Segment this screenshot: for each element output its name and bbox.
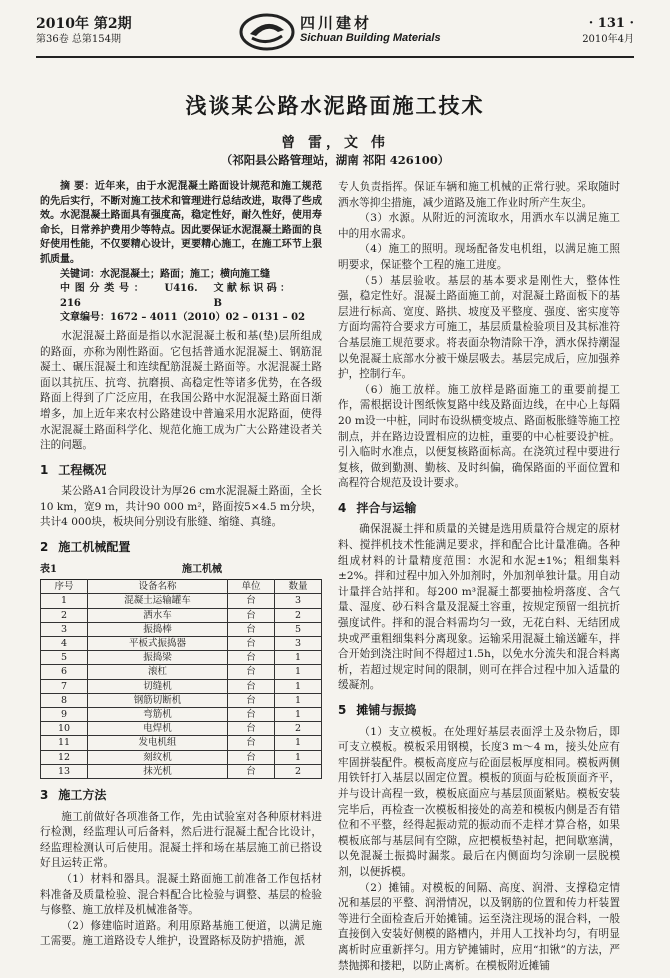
table-row (41, 679, 322, 693)
section-3-item-2: （2）修建临时道路。利用原路基施工便道，以满足施工需要。施工道路设专人维护，设置路标及防护措施，派 (40, 919, 322, 948)
table-cell: 5 (41, 651, 88, 665)
section-3-item-1: （1）材料和器具。混凝土路面施工前准备工作包括材料准备及质量检验、混合料配合比检验与调整、基层的检验与修整、施工放样及机械准备等。 (40, 873, 322, 917)
table-cell: 台 (227, 622, 274, 636)
table-row (41, 594, 322, 608)
table-cell: 台 (227, 764, 274, 778)
table-cell: 发电机组 (88, 736, 228, 750)
keywords: 水泥混凝土；路面；施工；横向施工缝 (100, 268, 270, 280)
section-heading-5: 5 摊铺与振捣 (338, 703, 417, 717)
article-affiliation: （祁阳县公路管理站，湖南 祁阳 426100） (220, 153, 450, 167)
table-cell: 3 (41, 622, 88, 636)
doc-code: B (213, 297, 222, 309)
doc-code-label: 文献标识码： (213, 283, 290, 295)
table-cell: 4 (41, 637, 88, 651)
article-number-label: 文章编号： (60, 312, 110, 324)
machinery-table (40, 579, 322, 779)
table-cell: 台 (227, 693, 274, 707)
keywords-label: 关键词： (60, 268, 100, 280)
journal-brand: 四川建材 (300, 14, 373, 32)
journal-logo-icon (238, 12, 296, 52)
table-cell: 12 (41, 750, 88, 764)
clc-number: U416. 216 (60, 283, 198, 309)
left-column (40, 180, 322, 950)
table-cell: 1 (274, 651, 321, 665)
continued-paragraph: 专人负责指挥。保证车辆和施工机械的正常行驶。采取随时洒水等抑尘措施，减少道路及施工作业时所产生灰尘。 (338, 181, 620, 209)
abstract-label: 摘 要： (60, 181, 95, 192)
table-cell: 6 (41, 665, 88, 679)
table-row (41, 764, 322, 778)
table-cell: 2 (41, 608, 88, 622)
abstract-text: 近年来，由于水泥混凝土路面设计规范和施工规范的先后实行，不断对施工技术和管理进行总结改进，取得了些成效。水泥混凝土路面具有强度高，稳定性好，耐久性好，使用寿命长，日常养护费用少等特点。因此要保证水泥混凝土路面的良好使用性能，不仅要精心设计，更要精心施工，在施工环节上狠抓质量。 (40, 181, 323, 265)
table-cell: 3 (274, 637, 321, 651)
table-cell: 2 (274, 764, 321, 778)
table-cell: 1 (274, 693, 321, 707)
article-authors: 曾 雷，文 伟 (281, 135, 389, 151)
table-cell: 1 (274, 750, 321, 764)
table-row (41, 722, 322, 736)
table-cell: 洒水车 (88, 608, 228, 622)
issue-number: 2010年 第2期 (36, 16, 132, 32)
table-cell: 滚杠 (88, 665, 228, 679)
table-row (41, 736, 322, 750)
table-title: 施工机械 (182, 563, 222, 575)
section-heading-1: 1 工程概况 (40, 462, 107, 477)
table-cell: 台 (227, 637, 274, 651)
table-row (41, 651, 322, 665)
table-header-cell: 数量 (274, 580, 321, 594)
table-cell: 振捣梁 (88, 651, 228, 665)
table-cell: 切缝机 (88, 679, 228, 693)
abstract (40, 180, 322, 268)
article-number: 1672 – 4011（2010）02 – 0131 – 02 (110, 312, 306, 324)
table-cell: 台 (227, 750, 274, 764)
table-cell: 1 (41, 594, 88, 608)
table-row (41, 750, 322, 764)
table-cell: 台 (227, 722, 274, 736)
section-1-text: 某公路A1合同段设计为厚26 cm水泥混凝土路面，全长10 km，宽9 m，共计90 000 m²，路面按5×4.5 m分块，共计4 000块，板块间分别设有胀缝、缩缝、真缝。 (40, 485, 322, 529)
table-header-cell: 单位 (227, 580, 274, 594)
section-5-item-2: （2）摊铺。对模板的间隔、高度、润滑、支撑稳定情况和基层的平整、润滑情况，以及钢筋的位置和传力杆装置等进行全面检查后开始摊铺。运至浇注现场的混合料，一般直接倒入安装好侧模的路槽内，并用人工找补均匀，有明显离析时应重新拌匀。用方铲摊铺时，应用“扣锹”的方法，严禁抛掷和搂耙，以防止离析。在模板附近摊铺 (338, 881, 620, 972)
table-cell: 台 (227, 708, 274, 722)
table-cell: 刻纹机 (88, 750, 228, 764)
table-cell: 台 (227, 608, 274, 622)
section-3-item-6: （6）施工放样。施工放样是路面施工的重要前提工作，需根据设计图纸恢复路中线及路面边线，在中心上每隔20 m设一中桩，同时布设纵横变坡点、路面板胀缝等施工控制点，并在路边设置相应的边桩，重要的中心桩要设护桩。引入临时水准点，以便复核路面标高。在浇筑过程中要进行复核，做到勤测、勤核、及时纠偏，确保路面的平面位置和高程符合规范及设计要求。 (338, 383, 620, 490)
section-heading-2: 2 施工机械配置 (40, 540, 131, 555)
table-cell: 1 (274, 708, 321, 722)
table-cell: 1 (274, 679, 321, 693)
table-cell: 3 (274, 594, 321, 608)
table-cell: 台 (227, 594, 274, 608)
section-heading-3: 3 施工方法 (40, 788, 107, 803)
section-heading-4: 4 拌合与运输 (338, 500, 417, 515)
table-label: 表1 (40, 563, 57, 575)
table-cell: 台 (227, 665, 274, 679)
table-row (41, 708, 322, 722)
table-cell: 1 (274, 736, 321, 750)
table-cell: 7 (41, 679, 88, 693)
table-caption (40, 562, 322, 578)
table-cell: 振捣棒 (88, 622, 228, 636)
page-number: · 131 · (588, 16, 634, 31)
table-cell: 11 (41, 736, 88, 750)
section-3-item-3: （3）水源。从附近的河流取水，用洒水车以满足施工中的用水需求。 (338, 212, 620, 240)
page-info (582, 16, 634, 48)
journal-header (0, 0, 670, 60)
table-cell: 10 (41, 722, 88, 736)
table-cell: 电焊机 (88, 722, 228, 736)
header-rule (36, 56, 634, 58)
table-cell: 5 (274, 622, 321, 636)
section-3-item-4: （4）施工的照明。现场配备发电机组，以满足施工照明要求，保证整个工程的施工进度。 (338, 243, 620, 271)
table-cell: 台 (227, 651, 274, 665)
clc-label: 中图分类号： (60, 283, 149, 295)
table-header-cell: 序号 (41, 580, 88, 594)
section-5-item-1: （1）支立模板。在处理好基层表面浮土及杂物后，即可支立模板。模板采用钢模，长度3 m～4 m，接头处应有牢固拼装配件。模板高度应与砼面层板厚度相同。模板两侧用铁钎打入基层以固定位置。模板的顶面与砼板顶面齐平，并与设计高程一致，模板底面应与基层顶面紧贴。模板安装完毕后，再检查一次模板相接处的高差和模板内侧是否有错位和不平整，经得起振动荒的振动而不走样才算合格，如果模板底部与基层间有空隙，应把模板垫衬起，把间歇塞满，以免混凝土振捣时漏浆。最后在内侧面均匀涂刷一层脱模剂，以便拆模。 (338, 725, 620, 878)
intro-paragraph: 水泥混凝土路面是指以水泥混凝土板和基(垫)层所组成的路面，亦称为刚性路面。它包括普通水泥混凝土、钢筋混凝土、碾压混凝土和连续配筋混凝土路面等。水泥混凝土路面以其抗压、抗弯、抗磨损、高稳定性等诸多优势，在各级路面上得到了广泛应用，在我国公路中水泥混凝土路面日渐增多，加上近年来农村公路建设中普遍采用水泥路面，使得水泥混凝土路面科学化、规范化施工成为广大公路建设者关注的问题。 (40, 329, 322, 452)
volume-number: 第36卷 总第154期 (36, 34, 121, 45)
table-header-cell: 设备名称 (88, 580, 228, 594)
table-row (41, 665, 322, 679)
table-cell: 抹光机 (88, 764, 228, 778)
table-cell: 2 (274, 722, 321, 736)
section-3-item-5: （5）基层验收。基层的基本要求是刚性大，整体性强，稳定性好。混凝土路面施工前，对混凝土路面板下的基层进行标高、宽度、路拱、坡度及平整度、强度、密实度等方面均需符合要求方可施工，基层质量检验项目及其标准符合基层施工规范要求。将表面杂物清除干净，洒水保持潮湿以免混凝土底部水分被干燥层吸去。基层完成后，应加强养护，控制行车。 (338, 274, 620, 381)
table-cell: 9 (41, 708, 88, 722)
table-row (41, 693, 322, 707)
table-cell: 平板式振捣器 (88, 637, 228, 651)
table-cell: 8 (41, 693, 88, 707)
table-row (41, 608, 322, 622)
table-cell: 台 (227, 679, 274, 693)
table-cell: 弯筋机 (88, 708, 228, 722)
article-title: 浅谈某公路水泥路面施工技术 (185, 94, 485, 118)
table-cell: 钢筋切断机 (88, 693, 228, 707)
table-cell: 2 (274, 608, 321, 622)
table-row (41, 622, 322, 636)
issue-date: 2010年4月 (582, 34, 634, 45)
article-meta (40, 268, 322, 326)
table-row (41, 637, 322, 651)
section-4-text: 确保混凝土拌和质量的关键是选用质量符合规定的原材料、搅拌机技术性能满足要求，拌和配合比计量准确。各种组成材料的计量精度范围：水泥和水泥±1%；粗细集料±2%。拌和过程中加入外加剂时，外加剂单独计量。用自动计量拌合站拌和。每200 m³混凝土都要抽检坍落度、含气量、湿度、砂石料含量及混凝土容重，按规定预留一组抗折强度试件。拌和的混合料需均匀一致，无花白料、无结团成块或严重粗细集料分离现象。运输采用混凝土输送罐车，拌合开始到浇注时间不得超过1.5h，以免水分流失和混合料离析，若超过规定时间的限制，则可在拌合过程中加入适量的缓凝剂。 (338, 523, 620, 692)
table-cell: 1 (274, 665, 321, 679)
table-cell: 台 (227, 736, 274, 750)
section-3-text: 施工前做好各项准备工作，先由试验室对各种原材料进行检测，经监理认可后备料，然后进行混凝土配合比设计，经监理检测认可后使用。混凝土拌和场在基层施工前已搭设好且运转正常。 (40, 810, 322, 870)
right-column (338, 180, 620, 974)
machinery-table-body (41, 594, 322, 779)
issue-info (36, 16, 132, 48)
table-cell: 13 (41, 764, 88, 778)
journal-brand-en: Sichuan Building Materials (300, 32, 441, 44)
table-cell: 混凝土运输罐车 (88, 594, 228, 608)
